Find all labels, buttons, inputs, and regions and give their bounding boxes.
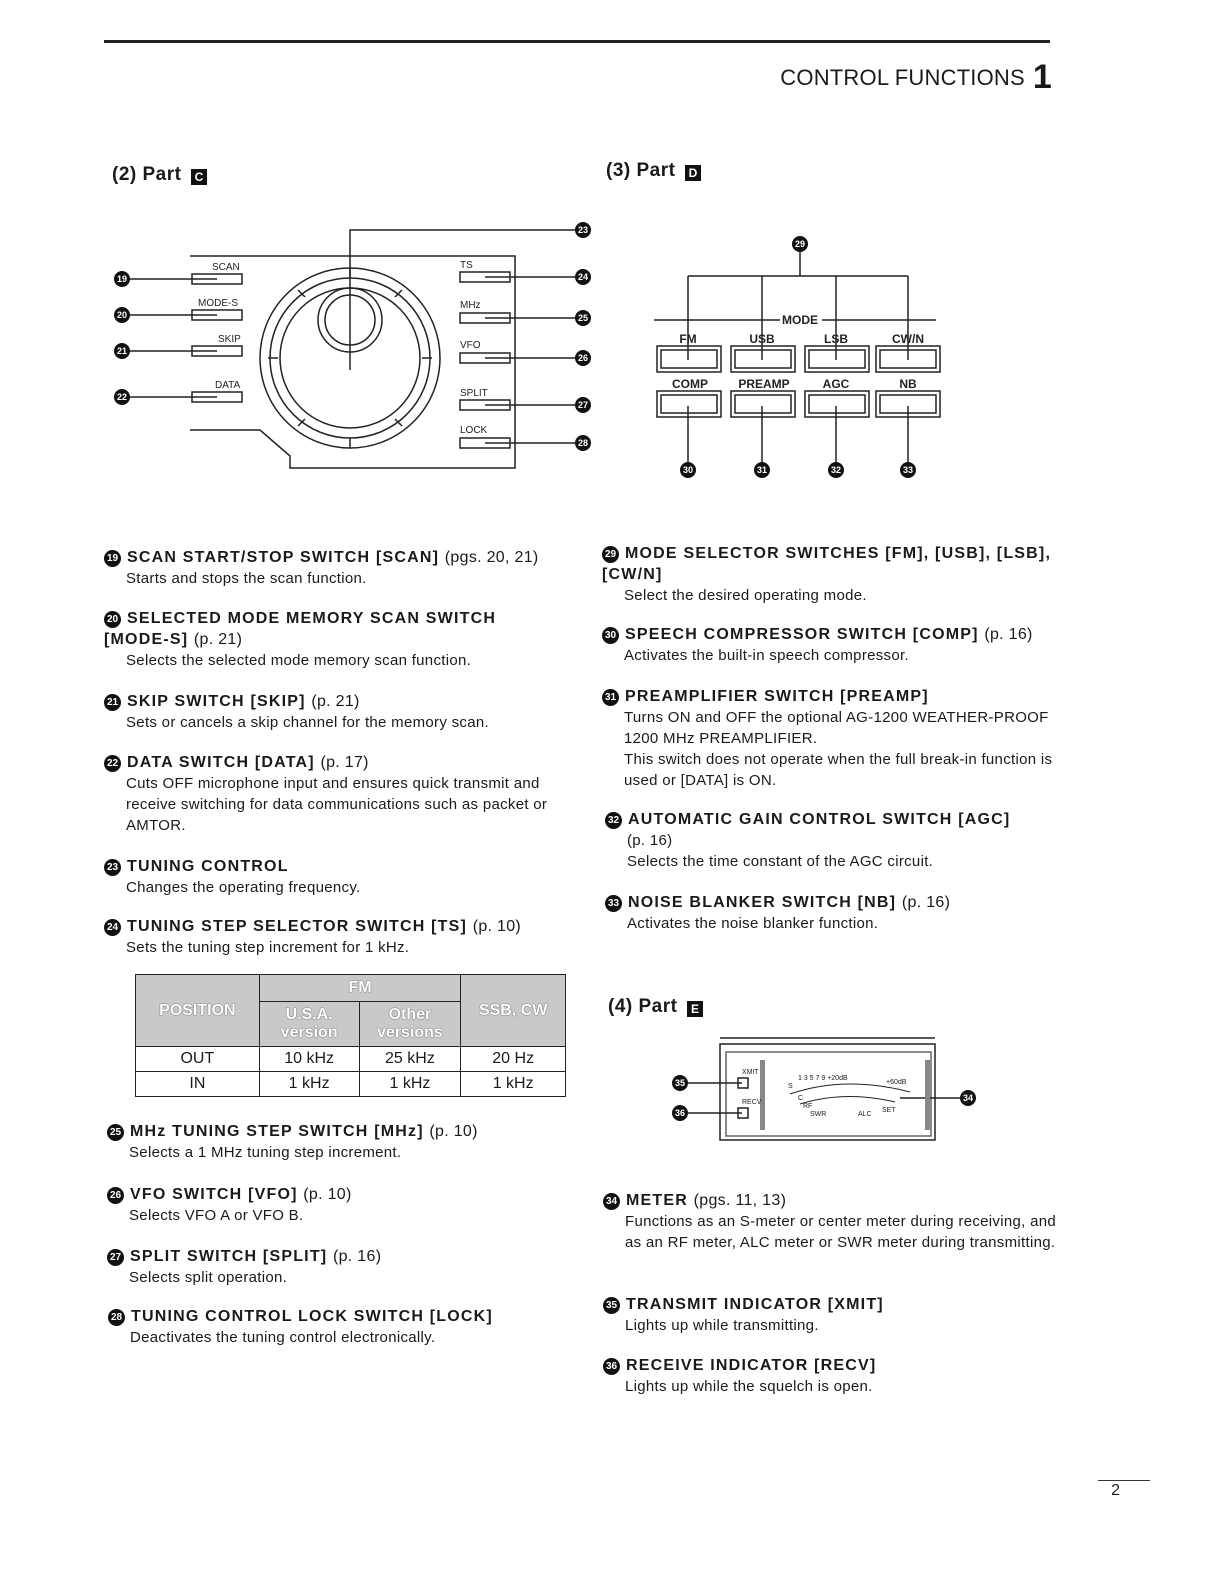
label-split: SPLIT	[460, 388, 488, 399]
entry-21	[104, 691, 564, 733]
table-cell: 20 Hz	[461, 1047, 566, 1072]
entry-20-title: SELECTED MODE MEMORY SCAN SWITCH [MODE-S]	[104, 610, 497, 648]
entry-30-ref: (p. 16)	[984, 626, 1033, 643]
label-mode: MODE	[782, 313, 818, 327]
label-nb: NB	[899, 377, 917, 391]
badge-28: 28	[108, 1309, 125, 1326]
header-title: CONTROL FUNCTIONS	[780, 65, 1025, 90]
entry-33	[605, 892, 1065, 934]
entry-25-desc: Selects a 1 MHz tuning step increment.	[129, 1144, 402, 1161]
part-e-diagram	[660, 1030, 1000, 1150]
table-row	[136, 1047, 566, 1072]
entry-30	[602, 624, 1062, 666]
callout-32: 32	[830, 465, 842, 475]
badge-20: 20	[104, 611, 121, 628]
callout-27: 27	[577, 400, 589, 410]
part-c-diagram	[100, 210, 600, 480]
entry-24-title: TUNING STEP SELECTOR SWITCH [TS]	[127, 918, 468, 935]
label-usb: USB	[749, 332, 775, 346]
entry-36-title: RECEIVE INDICATOR [RECV]	[626, 1357, 877, 1374]
badge-27: 27	[107, 1249, 124, 1266]
entry-31-desc-2: This switch does not operate when the full break-in function is used or [DATA] is ON.	[624, 751, 1053, 789]
part-c-label: (2) Part	[112, 164, 182, 185]
callout-25: 25	[577, 313, 589, 323]
callout-34: 34	[962, 1093, 974, 1103]
label-mhz: MHz	[460, 300, 481, 311]
badge-36: 36	[603, 1358, 620, 1375]
label-data: DATA	[215, 380, 241, 391]
entry-31-title: PREAMPLIFIER SWITCH [PREAMP]	[625, 688, 929, 705]
entry-28-desc: Deactivates the tuning control electronically.	[130, 1329, 436, 1346]
entry-25-ref: (p. 10)	[429, 1123, 478, 1140]
part-e-letter: E	[687, 1001, 703, 1017]
entry-34-ref: (pgs. 11, 13)	[693, 1192, 787, 1209]
callout-28: 28	[577, 438, 589, 448]
label-scan: SCAN	[212, 262, 240, 273]
callout-26: 26	[577, 353, 589, 363]
th-usa: U.S.A. version	[259, 1002, 359, 1047]
entry-19-ref: (pgs. 20, 21)	[444, 549, 539, 566]
entry-35-desc: Lights up while transmitting.	[625, 1317, 819, 1334]
entry-23-desc: Changes the operating frequency.	[126, 879, 361, 896]
badge-24: 24	[104, 919, 121, 936]
label-lock: LOCK	[460, 425, 488, 436]
entry-23-title: TUNING CONTROL	[127, 858, 289, 875]
entry-33-ref: (p. 16)	[901, 894, 951, 911]
entry-22-title: DATA SWITCH [DATA]	[127, 754, 315, 771]
table-cell: 1 kHz	[259, 1072, 359, 1097]
entry-26-title: VFO SWITCH [VFO]	[130, 1186, 298, 1203]
part-d-label: (3) Part	[606, 160, 676, 181]
th-fm: FM	[259, 975, 461, 1002]
badge-30: 30	[602, 627, 619, 644]
meter-c: C	[798, 1095, 804, 1102]
entry-30-desc: Activates the built-in speech compressor.	[624, 647, 909, 664]
part-d-title	[606, 160, 701, 182]
table-cell: 25 kHz	[359, 1047, 461, 1072]
meter-scale-top: 1 3 5 7 9 +20dB	[798, 1075, 848, 1082]
entry-20-desc: Selects the selected mode memory scan function.	[126, 652, 472, 669]
entry-33-title: NOISE BLANKER SWITCH [NB]	[628, 894, 897, 911]
callout-30: 30	[682, 465, 694, 475]
table-cell: 1 kHz	[461, 1072, 566, 1097]
entry-22-ref: (p. 17)	[320, 754, 369, 771]
callout-19: 19	[116, 274, 128, 284]
label-mode-s: MODE-S	[198, 298, 238, 309]
entry-20	[104, 608, 564, 671]
table-cell: IN	[136, 1072, 260, 1097]
entry-26-ref: (p. 10)	[303, 1186, 352, 1203]
entry-27-ref: (p. 16)	[332, 1248, 382, 1265]
entry-21-desc: Sets or cancels a skip channel for the memory scan.	[126, 714, 489, 731]
table-cell: 1 kHz	[359, 1072, 461, 1097]
label-cwn: CW/N	[892, 332, 924, 346]
entry-24-desc: Sets the tuning step increment for 1 kHz.	[126, 939, 410, 956]
part-e-title	[608, 996, 703, 1018]
badge-29: 29	[602, 546, 619, 563]
label-preamp: PREAMP	[738, 377, 790, 391]
entry-21-ref: (p. 21)	[311, 693, 360, 710]
entry-28-title: TUNING CONTROL LOCK SWITCH [LOCK]	[131, 1308, 493, 1325]
callout-31: 31	[756, 465, 768, 475]
entry-29	[602, 543, 1062, 606]
entry-19-title: SCAN START/STOP SWITCH [SCAN]	[127, 549, 440, 566]
label-comp: COMP	[672, 377, 708, 391]
label-ts: TS	[460, 260, 473, 271]
th-position: POSITION	[136, 975, 260, 1047]
badge-26: 26	[107, 1187, 124, 1204]
entry-31-desc: Turns ON and OFF the optional AG-1200 WEATHER-PROOF 1200 MHz PREAMPLIFIER.	[624, 709, 1049, 747]
entry-24	[104, 916, 564, 958]
badge-23: 23	[104, 859, 121, 876]
entry-30-title: SPEECH COMPRESSOR SWITCH [COMP]	[625, 626, 979, 643]
meter-scale-60: +60dB	[886, 1079, 907, 1086]
tuning-step-table	[135, 974, 566, 1097]
entry-27-title: SPLIT SWITCH [SPLIT]	[130, 1248, 328, 1265]
page-number: 2	[1111, 1482, 1120, 1499]
badge-22: 22	[104, 755, 121, 772]
entry-32	[605, 809, 1065, 872]
label-xmit: XMIT	[742, 1069, 759, 1076]
meter-alc: ALC	[858, 1111, 872, 1118]
entry-25-title: MHz TUNING STEP SWITCH [MHz]	[130, 1123, 424, 1140]
part-d-diagram	[640, 228, 960, 488]
entry-32-title: AUTOMATIC GAIN CONTROL SWITCH [AGC]	[628, 811, 1011, 828]
label-recv: RECV	[742, 1099, 762, 1106]
entry-29-title: MODE SELECTOR SWITCHES [FM], [USB], [LSB], [CW/N]	[602, 545, 1052, 583]
entry-28	[108, 1306, 568, 1348]
chapter-number: 1	[1032, 58, 1052, 96]
top-rule	[104, 40, 1050, 43]
callout-20: 20	[116, 310, 128, 320]
entry-35	[603, 1294, 1063, 1336]
entry-32-desc: Selects the time constant of the AGC circuit.	[627, 853, 934, 870]
entry-22	[104, 752, 564, 836]
entry-27-desc: Selects split operation.	[129, 1269, 288, 1286]
part-c-letter: C	[191, 169, 207, 185]
entry-35-title: TRANSMIT INDICATOR [XMIT]	[626, 1296, 884, 1313]
entry-36	[603, 1355, 1063, 1397]
table-cell: 10 kHz	[259, 1047, 359, 1072]
entry-27	[107, 1246, 567, 1288]
part-c-title	[112, 164, 207, 186]
meter-swr: SWR	[810, 1111, 827, 1118]
callout-24: 24	[577, 272, 589, 282]
entry-21-title: SKIP SWITCH [SKIP]	[127, 693, 306, 710]
meter-rf: RF	[803, 1103, 813, 1110]
meter-s: S	[788, 1083, 793, 1090]
badge-32: 32	[605, 812, 622, 829]
label-fm: FM	[679, 332, 697, 346]
entry-23	[104, 856, 564, 898]
entry-34	[603, 1190, 1063, 1253]
entry-19	[104, 547, 564, 589]
label-lsb: LSB	[824, 332, 848, 346]
badge-21: 21	[104, 694, 121, 711]
entry-19-desc: Starts and stops the scan function.	[126, 570, 367, 587]
badge-25: 25	[107, 1124, 124, 1141]
table-row	[136, 1072, 566, 1097]
part-e-label: (4) Part	[608, 996, 678, 1017]
page-number-rule	[1098, 1480, 1150, 1481]
table-cell: OUT	[136, 1047, 260, 1072]
callout-23: 23	[577, 225, 589, 235]
entry-20-ref: (p. 21)	[193, 631, 243, 648]
callout-35: 35	[674, 1078, 686, 1088]
entry-22-desc: Cuts OFF microphone input and ensures quick transmit and receive switching for data communications such as packet or AMTOR.	[126, 775, 548, 834]
entry-34-desc: Functions as an S-meter or center meter during receiving, and as an RF meter, ALC meter or SWR meter during transmitting.	[625, 1213, 1056, 1251]
callout-29: 29	[794, 239, 806, 249]
badge-33: 33	[605, 895, 622, 912]
badge-35: 35	[603, 1297, 620, 1314]
label-skip: SKIP	[218, 334, 241, 345]
meter-set: SET	[882, 1107, 896, 1114]
badge-34: 34	[603, 1193, 620, 1210]
th-other: Other versions	[359, 1002, 461, 1047]
entry-26	[107, 1184, 567, 1226]
entry-32-ref: (p. 16)	[627, 832, 673, 849]
entry-33-desc: Activates the noise blanker function.	[627, 915, 879, 932]
th-ssb-cw: SSB, CW	[461, 975, 566, 1047]
entry-34-title: METER	[626, 1192, 688, 1209]
entry-25	[107, 1121, 567, 1163]
entry-26-desc: Selects VFO A or VFO B.	[129, 1207, 304, 1224]
label-agc: AGC	[822, 377, 850, 391]
entry-29-desc: Select the desired operating mode.	[624, 587, 867, 604]
callout-21: 21	[116, 346, 128, 356]
callout-36: 36	[674, 1108, 686, 1118]
badge-31: 31	[602, 689, 619, 706]
entry-31	[602, 686, 1062, 791]
page-header	[780, 58, 1052, 97]
entry-24-ref: (p. 10)	[472, 918, 522, 935]
label-vfo: VFO	[460, 340, 481, 351]
callout-22: 22	[116, 392, 128, 402]
badge-19: 19	[104, 550, 121, 567]
part-d-letter: D	[685, 165, 701, 181]
entry-36-desc: Lights up while the squelch is open.	[625, 1378, 873, 1395]
callout-33: 33	[902, 465, 914, 475]
